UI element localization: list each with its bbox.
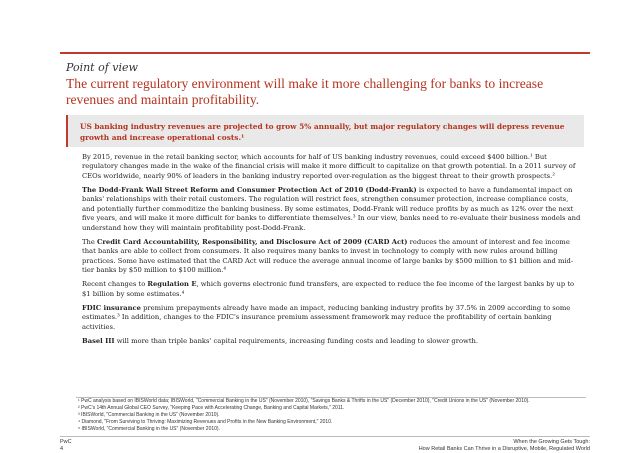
card-act-heading: Credit Card Accountability, Responsibility, and Disclosure Act of 2009 (CARD Act) (97, 237, 408, 246)
page-headline: The current regulatory environment will make it more challenging for banks to increase revenues and maintain profitability. (66, 76, 544, 107)
footer-brand: PwC (60, 439, 72, 445)
top-rule (60, 52, 590, 54)
callout-accent-bar (66, 115, 68, 147)
regulation-e-heading: Regulation E (147, 280, 197, 289)
section-kicker: Point of view (66, 61, 138, 74)
page-number: 4 (60, 446, 64, 452)
callout-box (66, 115, 584, 147)
footnote: ³ IBISWorld, "Commercial Banking in the US" (November 2010). (78, 411, 220, 418)
footnote: ¹ PwC analysis based on IBISWorld data; IBISWorld, "Commercial Banking in the US" (November 2010), "Savings Banks & Thrifts in the US" (December 2010), "Credit Unions in the US" (November 2010). (78, 398, 530, 404)
paragraph-regulation-e: Recent changes to Regulation E, which governs electronic fund transfers, are expected to reduce the fee income of the largest banks by up to $1 billion by some estimates.⁴ (82, 280, 575, 298)
callout-text: US banking industry revenues are projected to grow 5% annually, but major regulatory changes will depress revenue growth and increase operational costs.¹ (80, 122, 565, 142)
footnotes (78, 398, 588, 433)
footer-rule (60, 436, 590, 437)
dodd-frank-heading: The Dodd-Frank Wall Street Reform and Consumer Protection Act of 2010 (Dodd-Frank) (82, 186, 417, 195)
paragraph-basel: Basel III will more than triple banks' capital requirements, increasing funding costs and leading to slower growth. (82, 336, 479, 345)
basel-heading: Basel III (82, 336, 115, 345)
report-title-line-1: When the Growing Gets Tough: (513, 439, 590, 445)
paragraph-revenue: By 2015, revenue in the retail banking sector, which accounts for half of US banking industry revenues, could exceed $400 billion.¹ But regulatory changes made in the wake of the financial crisis will make it more difficult to capitalize on that growth potential. In a 2011 survey of CEOs worldwide, nearly 90% of leaders in the banking industry reported over-regulation as the biggest threat to their growth prospects.² (82, 153, 576, 180)
fdic-heading: FDIC insurance (82, 303, 141, 312)
footnote: ⁴ Diamond, "From Surviving to Thriving: Maximizing Revenues and Profits in the New Banking Environment," 2010. (78, 418, 333, 425)
report-title-line-2: How Retail Banks Can Thrive in a Disruptive, Mobile, Regulated World (418, 446, 590, 452)
footnote: ⁵ IBISWorld, "Commercial Banking in the US" (November 2010). (78, 425, 220, 432)
body-text (82, 153, 582, 351)
paragraph-dodd-frank: The Dodd-Frank Wall Street Reform and Consumer Protection Act of 2010 (Dodd-Frank) is expected to have a fundamental impact on banks' relationships with their retail customers. The regulation will restrict fees, strengthen consumer protection, increase compliance costs, and potentially further commoditize the banking business. By some estimates, Dodd-Frank will reduce profits by as much as 12% over the next five years, and will make it more difficult for banks to differentiate themselves.³ In our view, banks need to re-evaluate their business models and understand how they will maintain profitability post-Dodd-Frank. (82, 186, 581, 232)
paragraph-fdic: FDIC insurance premium prepayments already have made an impact, reducing banking industry profits by 37.5% in 2009 according to some estimates.³ In addition, changes to the FDIC's insurance premium assessment framework may reduce the profitability of certain banking activities. (82, 303, 571, 331)
paragraph-card-act: The Credit Card Accountability, Responsibility, and Disclosure Act of 2009 (CARD Act) reduces the amount of interest and fee income that banks are able to collect from consumers. It also requires many banks to invest in technology to comply with new rules around billing practices. Some have estimated that the CARD Act will reduce the average annual income of large banks by $500 million to $1 billion and mid-tier banks by $50 million to $100 million.⁴ (82, 237, 574, 275)
footnote: ² PwC's 14th Annual Global CEO Survey, "Keeping Pace with Accelerating Change, Banking and Capital Markets," 2011. (78, 404, 345, 411)
